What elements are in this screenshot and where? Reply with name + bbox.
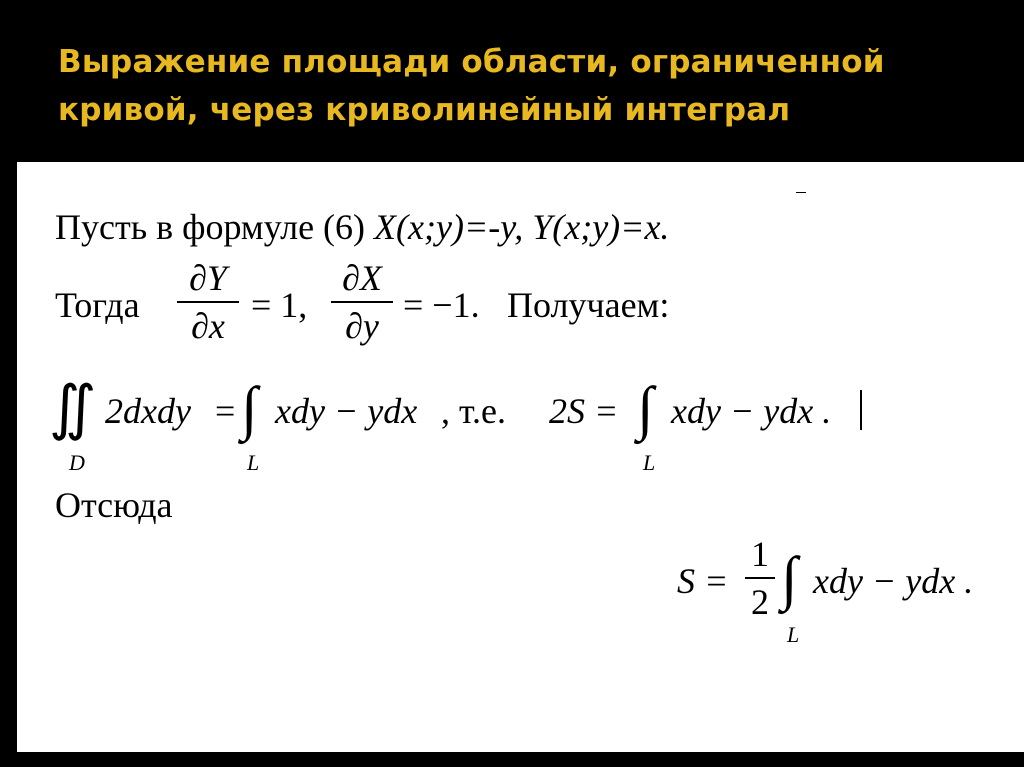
integrand-right-2: xdy − ydx . — [671, 391, 832, 431]
fraction-bar — [745, 577, 775, 579]
half-numerator: 1 — [751, 534, 769, 574]
text-cursor — [860, 390, 862, 430]
contour-integral-sign: ∫ — [241, 375, 258, 441]
line-1-math: X(x;y)=-y, Y(x;y)=x. — [374, 207, 670, 247]
fraction-dX-dy-num: ∂X — [342, 258, 382, 298]
equals-sign: = — [215, 391, 236, 431]
line-2-word: Тогда — [55, 285, 140, 325]
integrand-left: 2dxdy — [105, 391, 191, 431]
final-integrand: xdy − ydx . — [813, 561, 974, 601]
contour-L: L — [643, 450, 656, 475]
fraction-bar — [331, 301, 393, 303]
fraction-bar — [177, 301, 239, 303]
line-1-text: Пусть в формуле (6) — [55, 207, 375, 247]
integrand-right: xdy − ydx — [275, 391, 418, 431]
contour-L: L — [787, 622, 800, 647]
fraction-dY-dx-num: ∂Y — [189, 258, 227, 298]
fraction-one-half — [745, 534, 775, 622]
te-text: , т.е. — [441, 391, 507, 431]
slide-title — [58, 38, 998, 134]
fraction-dY-dx-den: ∂x — [191, 306, 225, 346]
two-S: 2S = — [549, 391, 619, 431]
line-1 — [55, 206, 669, 248]
formula-board — [17, 162, 1024, 752]
contour-integral-sign: ∫ — [781, 545, 798, 611]
title-line-1: Выражение площади области, ограниченной — [58, 44, 885, 80]
fraction-dX-dy — [331, 258, 393, 346]
contour-integral-sign: ∫ — [637, 375, 654, 441]
fraction-dY-dx — [177, 258, 239, 346]
title-line-2: кривой, через криволинейный интеграл — [58, 92, 791, 128]
S-equals: S = — [677, 561, 729, 601]
fraction-dX-dy-den: ∂y — [345, 306, 379, 346]
eq2-rhs: = −1. — [403, 285, 480, 325]
region-D: D — [69, 450, 85, 475]
double-integral-sign: ∬ — [49, 375, 97, 441]
contour-L: L — [247, 450, 260, 475]
otsyuda: Отсюда — [55, 485, 173, 525]
line-2-tail: Получаем: — [507, 285, 670, 325]
eq1-rhs: = 1, — [251, 285, 308, 325]
half-denominator: 2 — [751, 582, 769, 622]
stray-mark — [796, 192, 806, 193]
